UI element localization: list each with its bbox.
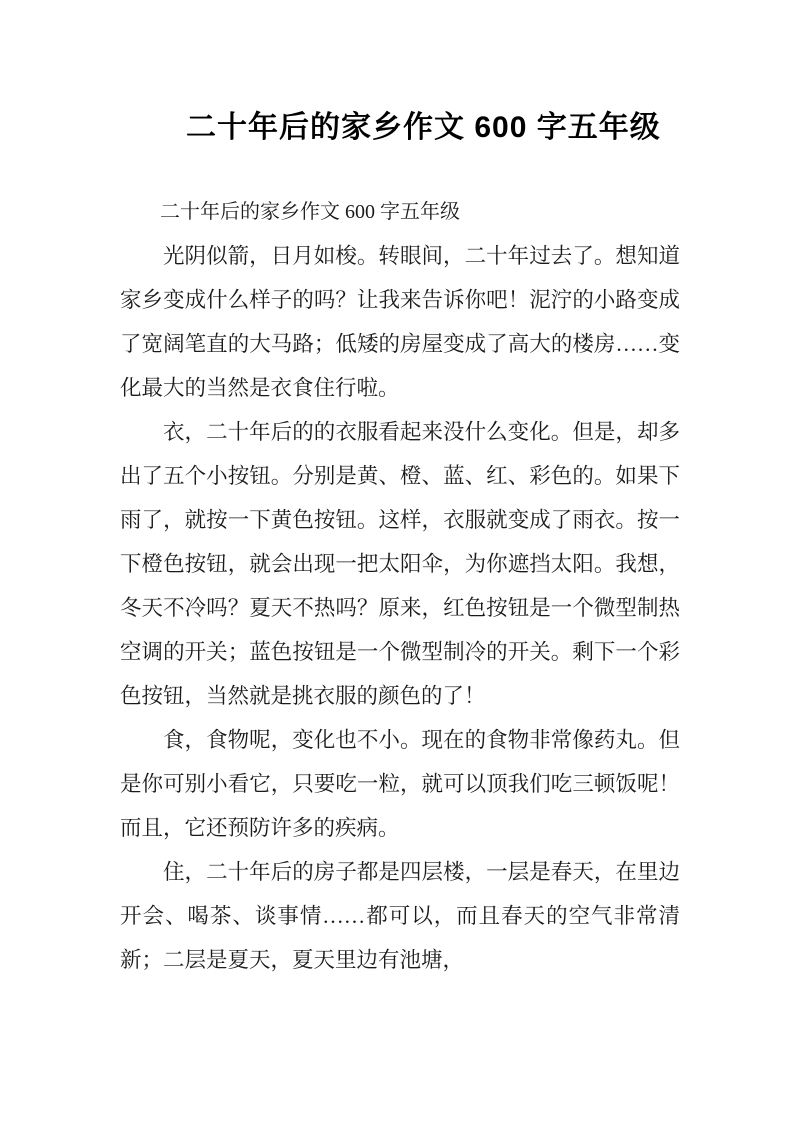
paragraph: 住，二十年后的房子都是四层楼，一层是春天，在里边开会、喝茶、谈事情……都可以，而且春天的空气非常清新；二层是夏天，夏天里边有池塘， [120, 860, 680, 972]
paragraph: 二十年后的家乡作文 600 字五年级 [160, 201, 460, 223]
page-title: 二十年后的家乡作文 600 字五年级 [186, 111, 661, 145]
paragraph: 光阴似箭，日月如梭。转眼间，二十年过去了。想知道家乡变成什么样子的吗？让我来告诉你吧！泥泞的小路变成了宽阔笔直的大马路；低矮的房屋变成了高大的楼房……变化最大的当然是衣食住行啦。 [120, 244, 680, 400]
paragraph: 食，食物呢，变化也不小。现在的食物非常像药丸。但是你可别小看它，只要吃一粒，就可以顶我们吃三顿饭呢！而且，它还预防许多的疾病。 [120, 728, 680, 840]
document-body [120, 190, 680, 982]
paragraph: 衣，二十年后的的衣服看起来没什么变化。但是，却多出了五个小按钮。分别是黄、橙、蓝、红、彩色的。如果下雨了，就按一下黄色按钮。这样，衣服就变成了雨衣。按一下橙色按钮，就会出现一把太阳伞，为你遮挡太阳。我想，冬天不冷吗？夏天不热吗？原来，红色按钮是一个微型制热空调的开关；蓝色按钮是一个微型制冷的开关。剩下一个彩色按钮，当然就是挑衣服的颜色的了！ [120, 420, 680, 708]
